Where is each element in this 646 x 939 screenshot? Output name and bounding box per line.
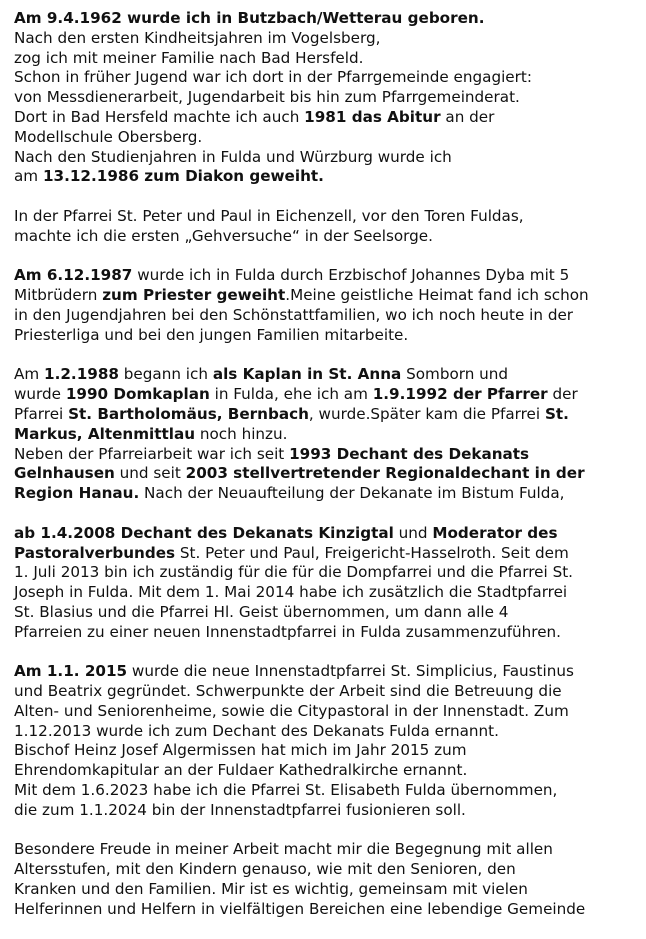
text-segment: wurde: [14, 385, 66, 404]
text-line: [14, 306, 640, 326]
text-line: [14, 445, 640, 465]
bold-text-segment: Pastoralverbundes: [14, 543, 176, 562]
text-line: [14, 860, 640, 880]
paragraph: [14, 266, 640, 345]
text-segment: in Fulda, ehe ich am: [209, 385, 373, 404]
text-segment: Neben der Pfarreiarbeit war ich seit: [14, 444, 290, 463]
text-segment: noch hinzu.: [195, 424, 288, 443]
text-line: [14, 662, 640, 682]
bold-text-segment: Gelnhausen: [14, 464, 115, 483]
text-line: [14, 781, 640, 801]
bold-text-segment: 2003 stellvertretender Regionaldechant in der: [185, 464, 585, 483]
text-segment: Nach den Studienjahren in Fulda und Würzburg wurde ich: [14, 147, 452, 166]
text-segment: wurde die neue Innenstadtpfarrei St. Simplicius, Faustinus: [127, 662, 574, 681]
text-line: [14, 880, 640, 900]
text-segment: der: [547, 385, 578, 404]
text-line: [14, 326, 640, 346]
bold-text-segment: 13.12.1986 zum Diakon geweiht.: [42, 167, 324, 186]
text-segment: Dort in Bad Hersfeld machte ich auch: [14, 107, 305, 126]
text-line: [14, 682, 640, 702]
text-segment: Joseph in Fulda. Mit dem 1. Mai 2014 habe ich zusätzlich die Stadtpfarrei: [14, 583, 568, 602]
bold-text-segment: 1993 Dechant des Dekanats: [289, 444, 530, 463]
text-segment: Nach der Neuaufteilung der Dekanate im Bistum Fulda,: [139, 484, 565, 503]
bold-text-segment: 1990 Domkaplan: [65, 385, 210, 404]
paragraph: [14, 365, 640, 504]
text-segment: begann ich: [118, 365, 213, 384]
biography-document: [14, 9, 640, 939]
paragraph: [14, 207, 640, 247]
paragraph: [14, 524, 640, 643]
text-segment: Ehrendomkapitular an der Fuldaer Kathedralkirche ernannt.: [14, 761, 468, 780]
text-line: [14, 603, 640, 623]
text-line: [14, 563, 640, 583]
text-segment: , wurde.Später kam die Pfarrei: [308, 404, 545, 423]
text-segment: machte ich die ersten „Gehversuche“ in der Seelsorge.: [14, 226, 433, 245]
text-segment: wurde ich in Fulda durch Erzbischof Johannes Dyba mit 5: [132, 266, 570, 285]
text-line: [14, 840, 640, 860]
text-line: [14, 761, 640, 781]
text-line: [14, 722, 640, 742]
text-line: [14, 425, 640, 445]
text-line: [14, 49, 640, 69]
text-line: [14, 286, 640, 306]
text-line: [14, 266, 640, 286]
bold-text-segment: Moderator des: [432, 523, 558, 542]
text-line: [14, 128, 640, 148]
text-segment: Besondere Freude in meiner Arbeit macht mir die Begegnung mit allen: [14, 840, 553, 859]
text-segment: Pfarrei: [14, 404, 69, 423]
text-line: [14, 544, 640, 564]
text-line: [14, 88, 640, 108]
text-segment: Mitbrüdern: [14, 286, 103, 305]
bold-text-segment: Region Hanau.: [14, 484, 140, 503]
text-segment: zog ich mit meiner Familie nach Bad Hersfeld.: [14, 48, 364, 67]
text-line: [14, 29, 640, 49]
bold-text-segment: 1981 das Abitur: [304, 107, 441, 126]
text-line: [14, 227, 640, 247]
bold-text-segment: St. Bartholomäus, Bernbach: [68, 404, 309, 423]
text-segment: .Meine geistliche Heimat fand ich schon: [285, 286, 589, 305]
text-segment: die zum 1.1.2024 bin der Innenstadtpfarrei fusionieren soll.: [14, 800, 466, 819]
text-line: [14, 385, 640, 405]
bold-text-segment: als Kaplan in St. Anna: [212, 365, 402, 384]
text-segment: Altersstufen, mit den Kindern genauso, wie mit den Senioren, den: [14, 860, 516, 879]
text-segment: Kranken und den Familien. Mir ist es wichtig, gemeinsam mit vielen: [14, 880, 528, 899]
text-segment: St. Peter und Paul, Freigericht-Hasselroth. Seit dem: [175, 543, 569, 562]
text-segment: In der Pfarrei St. Peter und Paul in Eichenzell, vor den Toren Fuldas,: [14, 206, 524, 225]
text-segment: Nach den ersten Kindheitsjahren im Vogelsberg,: [14, 28, 381, 47]
text-segment: 1. Juli 2013 bin ich zuständig für die für die Dompfarrei und die Pfarrei St.: [14, 563, 573, 582]
text-segment: von Messdienerarbeit, Jugendarbeit bis hin zum Pfarrgemeinderat.: [14, 88, 520, 107]
text-segment: Priesterliga und bei den jungen Familien mitarbeite.: [14, 325, 409, 344]
text-segment: Alten- und Seniorenheime, sowie die Citypastoral in der Innenstadt. Zum: [14, 701, 569, 720]
text-line: [14, 9, 640, 29]
text-line: [14, 524, 640, 544]
text-segment: Schon in früher Jugend war ich dort in der Pfarrgemeinde engagiert:: [14, 68, 532, 87]
text-line: [14, 365, 640, 385]
text-segment: an der: [440, 107, 495, 126]
text-segment: Modellschule Obersberg.: [14, 127, 203, 146]
text-line: [14, 207, 640, 227]
bold-text-segment: St.: [544, 404, 569, 423]
text-segment: und Beatrix gegründet. Schwerpunkte der Arbeit sind die Betreuung die: [14, 682, 562, 701]
paragraph: [14, 840, 640, 919]
text-line: [14, 167, 640, 187]
paragraph: [14, 662, 640, 820]
text-line: [14, 623, 640, 643]
paragraph: [14, 9, 640, 187]
bold-text-segment: ab 1.4.2008 Dechant des Dekanats Kinzigtal: [14, 523, 394, 542]
text-line: [14, 583, 640, 603]
text-line: [14, 702, 640, 722]
text-segment: Bischof Heinz Josef Algermissen hat mich im Jahr 2015 zum: [14, 741, 467, 760]
bold-text-segment: zum Priester geweiht: [102, 286, 286, 305]
text-segment: Somborn und: [401, 365, 509, 384]
text-segment: und: [393, 523, 433, 542]
bold-text-segment: Markus, Altenmittlau: [14, 424, 196, 443]
text-line: [14, 405, 640, 425]
text-line: [14, 741, 640, 761]
text-segment: Pfarreien zu einer neuen Innenstadtpfarrei in Fulda zusammenzuführen.: [14, 622, 562, 641]
bold-text-segment: 1.2.1988: [44, 365, 119, 384]
text-line: [14, 68, 640, 88]
text-segment: am: [14, 167, 43, 186]
text-line: [14, 484, 640, 504]
text-line: [14, 801, 640, 821]
bold-text-segment: Am 9.4.1962 wurde ich in Butzbach/Wetterau geboren.: [14, 9, 485, 27]
text-segment: Am: [14, 365, 45, 384]
text-line: [14, 148, 640, 168]
text-segment: 1.12.2013 wurde ich zum Dechant des Dekanats Fulda ernannt.: [14, 721, 499, 740]
bold-text-segment: Am 6.12.1987: [14, 266, 133, 285]
text-line: [14, 108, 640, 128]
text-segment: und seit: [114, 464, 186, 483]
text-segment: St. Blasius und die Pfarrei Hl. Geist übernommen, um dann alle 4: [14, 602, 509, 621]
bold-text-segment: Am 1.1. 2015: [14, 662, 128, 681]
text-segment: in den Jugendjahren bei den Schönstattfamilien, wo ich noch heute in der: [14, 305, 574, 324]
text-segment: Mit dem 1.6.2023 habe ich die Pfarrei St. Elisabeth Fulda übernommen,: [14, 781, 558, 800]
text-segment: Helferinnen und Helfern in vielfältigen Bereichen eine lebendige Gemeinde: [14, 899, 586, 918]
text-line: [14, 464, 640, 484]
bold-text-segment: 1.9.1992 der Pfarrer: [372, 385, 548, 404]
